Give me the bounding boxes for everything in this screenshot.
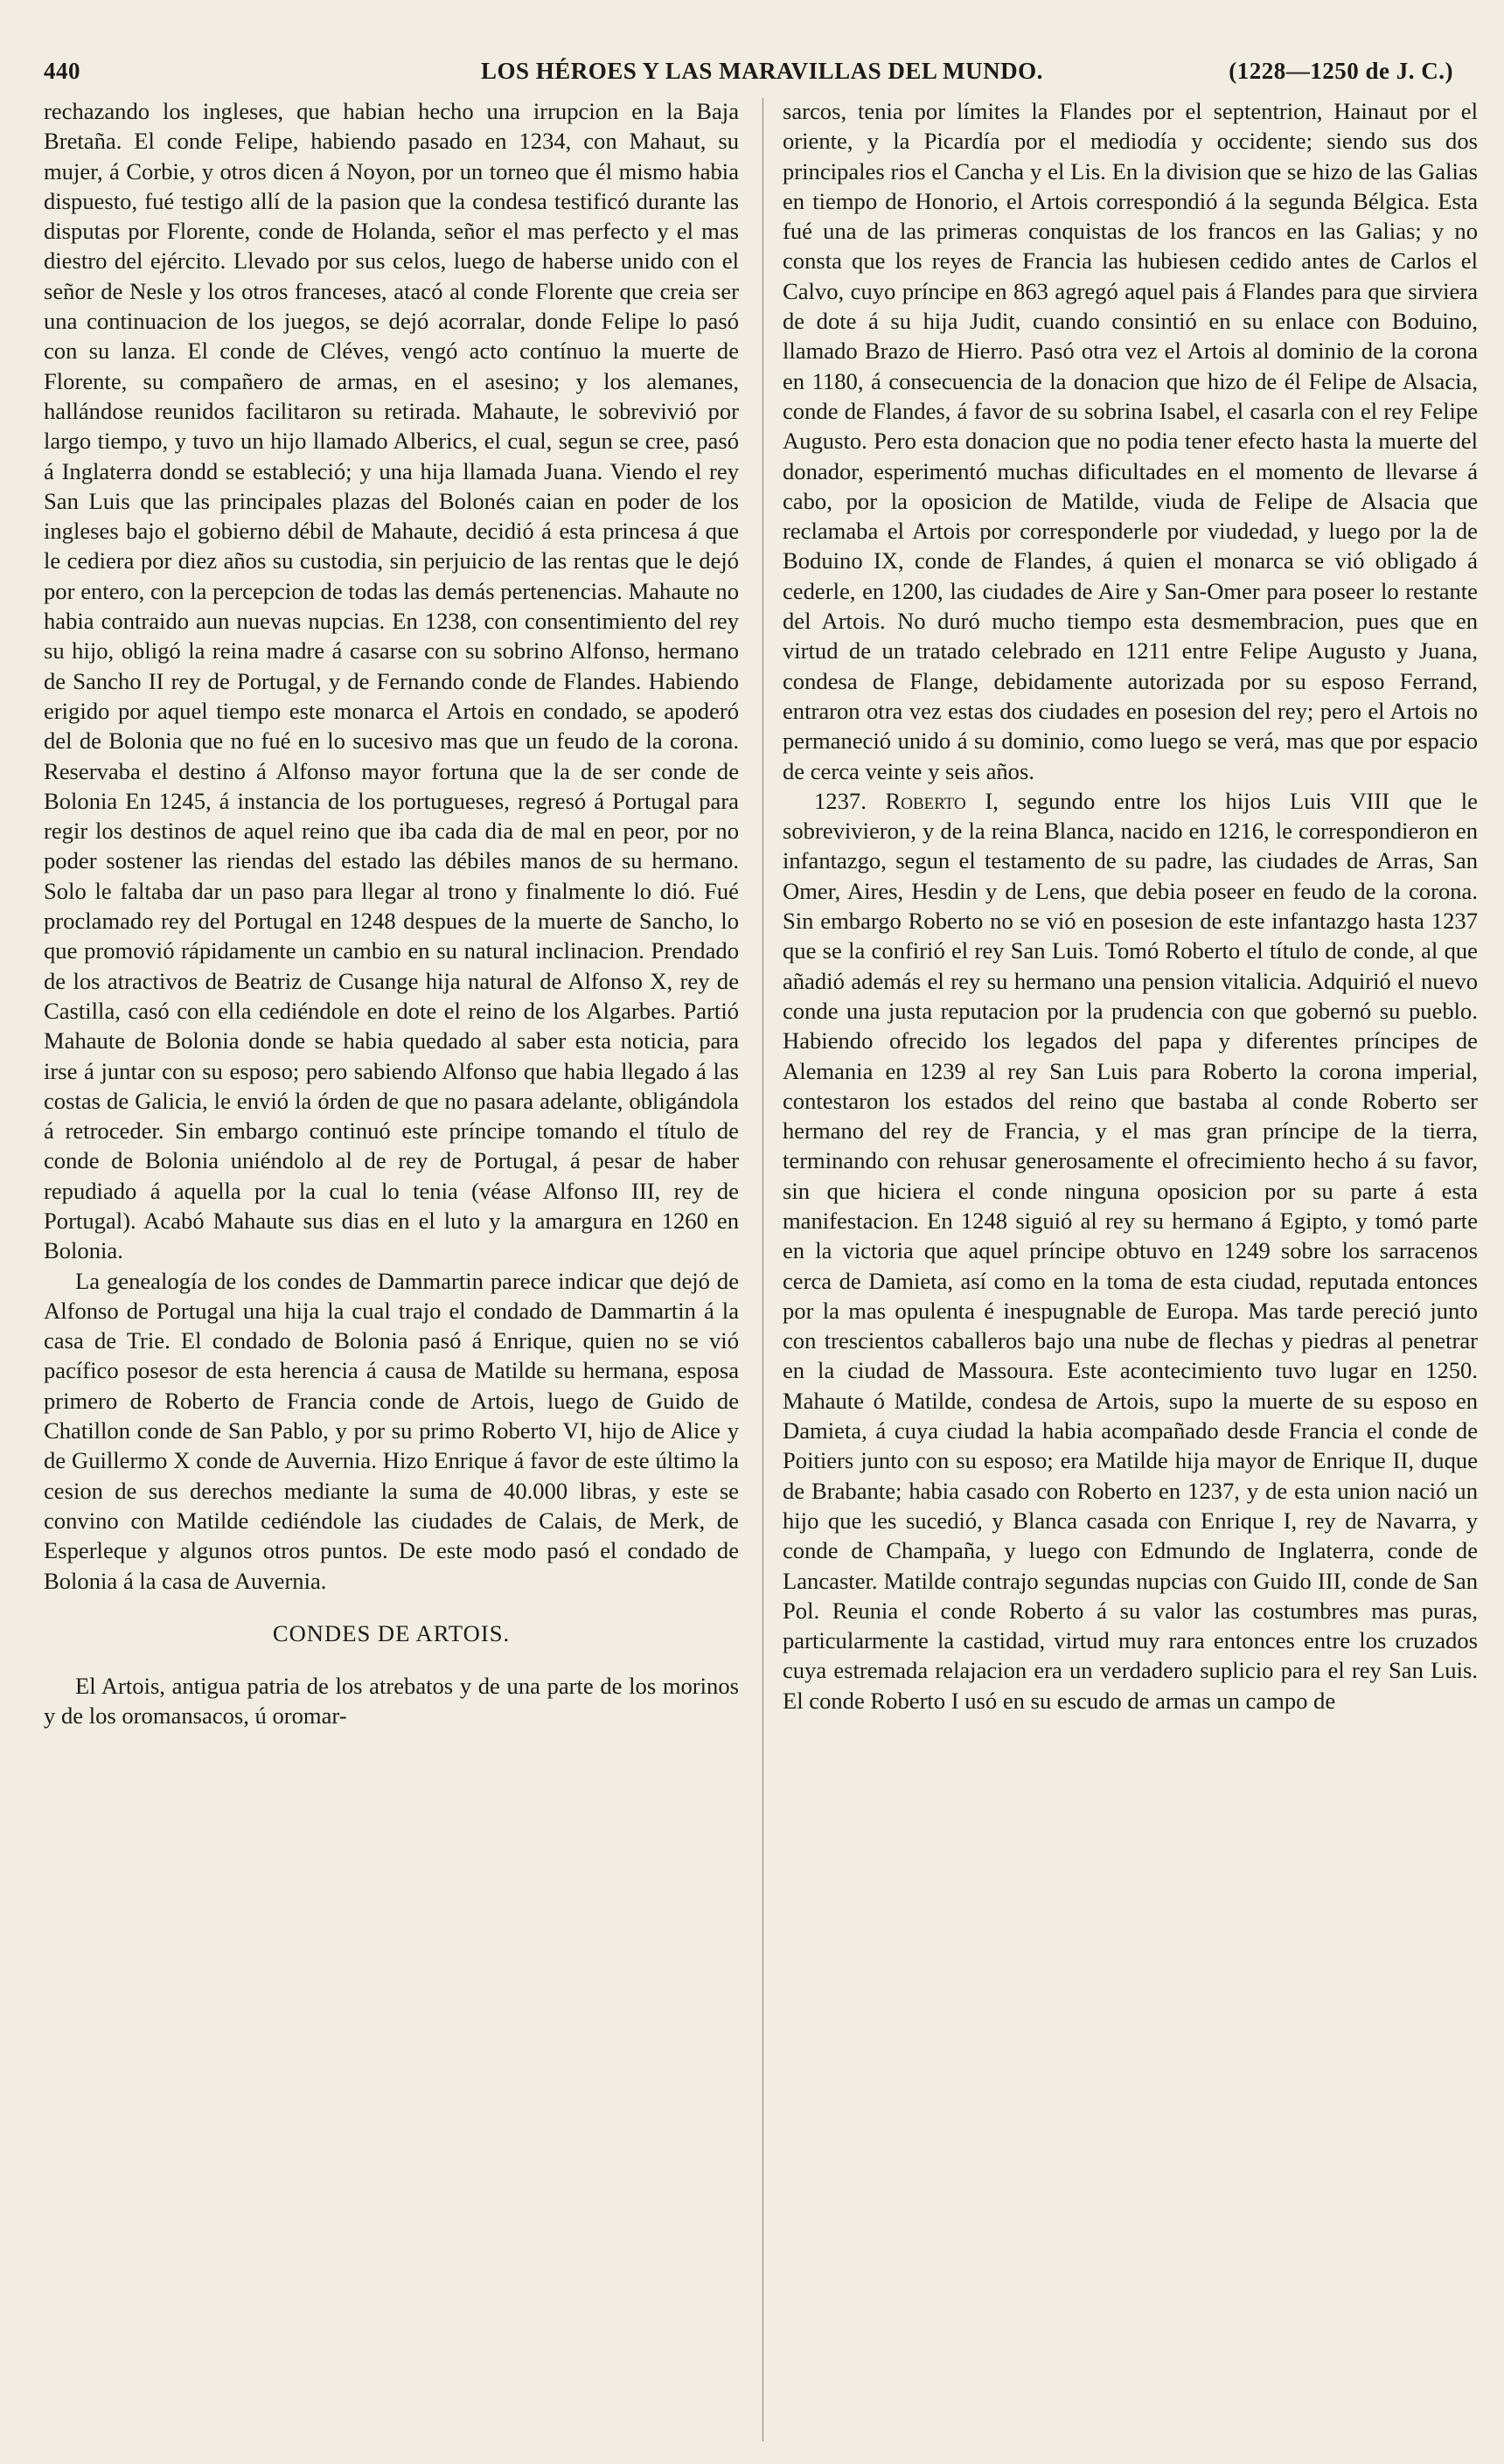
entry-text: , segundo entre los hijos Luis VIII que le sobrevivieron, y de la reina Blanca, nacido en 1216, le correspondieron en infantazgo, segun el testamento de su padre, las ciudades de Arras, San Omer, Aires, Hesdin y de Lens, que debia poseer en feudo de la corona. Sin embargo Roberto no se vió en posesion de este infantazgo hasta 1237 que se la confirió el rey San Luis. Tomó Roberto el título de conde, al que añadió además el rey su hermano una pension vitalicia. Adquirió el nuevo conde una justa reputacion por la prudencia con que gobernó su pueblo. Habiendo ofrecido los legados del papa y diferentes príncipes de Alemania en 1239 al rey San Luis para Roberto la corona imperial, contestaron los estados del reino que bastaba al conde Roberto ser hermano del rey de Francia, y el mas gran príncipe de la tierra, terminando con rehusar generosamente el ofrecimiento hecho á su favor, sin que hiciera el conde ninguna oposicion por su parte á esta manifestacion. En 1248 siguió al rey su hermano á Egipto, y tomó parte en la victoria que aquel príncipe obtuvo en 1249 sobre los sarracenos cerca de Damieta, así como en la toma de esta ciudad, reputada entonces por la mas opulenta é inespugnable de Europa. Mas tarde pereció junto con trescientos caballeros bajo una nube de flechas y piedras al penetrar en la ciudad de Massoura. Este acontecimiento tuvo lugar en 1250. Mahaute ó Matilde, condesa de Artois, supo la muerte de su esposo en Damieta, á cuya ciudad la habia acompañado desde Francia el conde de Poitiers junto con su esposo; era Matilde hija mayor de Enrique II, duque de Brabante; habia casado con Roberto en 1237, y de esta union nació un hijo que les sucedió, y Blanca casada con Enrique I, rey de Navarra, y conde de Champaña, y luego con Edmundo de Inglaterra, conde de Lancaster. Matilde contrajo segundas nupcias con Guido III, conde de San Pol. Reunia el conde Roberto á su valor las costumbres mas puras, particularmente la castidad, virtud muy rara entonces entre los cruzados cuya estremada relajacion era un verdadero suplicio para el rey San Luis. El conde Roberto I usó en su escudo de armas un campo de (783, 787, 1478, 1714)
running-header (44, 51, 1453, 94)
page-number: 440 (44, 58, 80, 84)
section-title-artois: CONDES DE ARTOIS. (272, 1619, 511, 1646)
paragraph-roberto-i (783, 786, 1478, 1716)
entry-year: 1237. (814, 787, 867, 814)
running-title: LOS HÉROES Y LAS MARAVILLAS DEL MUNDO. (481, 58, 1043, 84)
date-range: (1228—1250 de J. C.) (1229, 58, 1453, 84)
left-column (44, 96, 739, 2440)
right-column (783, 96, 1478, 2440)
paragraph-artois-intro: El Artois, antigua patria de los atrebatos y de una parte de los morinos y de los oromansacos, ú oromar- (44, 1673, 739, 1730)
paragraph-artois-history: sarcos, tenia por límites la Flandes por el septentrion, Hainaut por el oriente, y la Picardía por el mediodía y occidente; siendo sus dos principales rios el Cancha y el Lis. En la division que se hizo de las Galias en tiempo de Honorio, el Artois correspondió á la segunda Bélgica. Esta fué una de las primeras conquistas de los francos en las Galias; y no consta que los reyes de Francia las hubiesen cedido antes de Carlos el Calvo, cuyo príncipe en 863 agregó aquel pais á Flandes para que sirviera de dote á su hija Judit, cuando consintió en su enlace con Boduino, llamado Brazo de Hierro. Pasó otra vez el Artois al dominio de la corona en 1180, á consecuencia de la donacion que hizo de él Felipe de Alsacia, conde de Flandes, á favor de su sobrina Isabel, el casarla con el rey Felipe Augusto. Pero esta donacion que no podia tener efecto hasta la muerte del donador, esperimentó muchas dificultades en el momento de llevarse á cabo, por la oposicion de Matilde, viuda de Felipe de Alsacia que reclamaba el Artois por corresponderle por viudedad, y luego por la de Boduino IX, conde de Flandes, á quien el monarca se vió obligado á cederle, en 1200, las ciudades de Aire y San-Omer para poseer lo restante del Artois. No duró mucho tiempo esta desmembracion, pues que en virtud de un tratado celebrado en 1211 entre Felipe Augusto y Juana, condesa de Flange, debidamente autorizada por su esposo Ferrand, entraron otra vez estas dos ciudades en posesion del rey; pero el Artois no permaneció unido á su dominio, como luego se verá, mas que por espacio de cerca veinte y seis años. (783, 98, 1478, 784)
paragraph-dammartin: La genealogía de los condes de Dammartin parece indicar que dejó de Alfonso de Portugal una hija la cual trajo el condado de Dammartin á la casa de Trie. El condado de Bolonia pasó á Enrique, quien no se vió pacífico posesor de esta herencia á causa de Matilde su hermana, esposa primero de Roberto de Francia conde de Artois, luego de Guido de Chatillon conde de San Pablo, y por su primo Roberto VI, hijo de Alice y de Guillermo X conde de Auvernia. Hizo Enrique á favor de este último la cesion de sus derechos mediante la suma de 40.000 libras, y este se convino con Matilde cediéndole las ciudades de Calais, de Merk, de Esperleque y algunos otros puntos. De este modo pasó el condado de Bolonia á la casa de Auvernia. (44, 1267, 739, 1594)
paragraph-boulogne: rechazando los ingleses, que habian hecho una irrupcion en la Baja Bretaña. El conde Felipe, habiendo pasado en 1234, con Mahaut, su mujer, á Corbie, y otros dicen á Noyon, por un torneo que él mismo habia dispuesto, fué testigo allí de la pasion que la condesa testificó durante las disputas por Florente, conde de Holanda, señor el mas perfecto y el mas diestro del ejército. Llevado por sus celos, luego de haberse unido con el señor de Nesle y los otros franceses, atacó al conde Florente que creia ser una continuacion de los juegos, se dejó acorralar, donde Felipe lo pasó con su lanza. El conde de Cléves, vengó acto contínuo la muerte de Florente, su compañero de armas, en el asesino; y los alemanes, hallándose reunidos facilitaron su retirada. Mahaute, le sobrevivió por largo tiempo, y tuvo un hijo llamado Alberics, el cual, segun se cree, pasó á Inglaterra dondd se estableció; y una hija llamada Juana. Viendo el rey San Luis que las principales plazas del Bolonés caian en poder de los ingleses bajo el gobierno débil de Mahaute, decidió á esta princesa á que le cediera por diez años su custodia, sin perjuicio de las rentas que le dejó por entero, con la percepcion de todas las demás pertenencias. Mahaute no habia contraido aun nuevas nupcias. En 1238, con consentimiento del rey su hijo, obligó la reina madre á casarse con su sobrino Alfonso, hermano de Sancho II rey de Portugal, y de Fernando conde de Flandes. Habiendo erigido por aquel tiempo este monarca el Artois en condado, se apoderó del de Bolonia que no fué en lo sucesivo mas que un feudo de la corona. Reservaba el destino á Alfonso mayor fortuna que la de ser conde de Bolonia En 1245, á instancia de los portugueses, regresó á Portugal para regir los destinos de aquel reino que iba cada dia de mal en peor, por no poder sostener las riendas del estado las débiles manos de su hermano. Solo le faltaba dar un paso para llegar al trono y finalmente lo dió. Fué proclamado rey del Portugal en 1248 despues de la muerte de Sancho, lo que promovió rápidamente un cambio en su natural inclinacion. Prendado de los atractivos de Beatriz de Cusange hija natural de Alfonso X, rey de Castilla, casó con ella cediéndole en dote el reino de los Algarbes. Partió Mahaute de Bolonia donde se habia quedado al saber esta noticia, para irse á juntar con su esposo; pero sabiendo Alfonso que habia llegado á las costas de Galicia, le envió la órden de que no pasara adelante, obligándola á retroceder. Sin embargo continuó este príncipe tomando el título de conde de Bolonia uniéndolo al de rey de Portugal, á pesar de haber repudiado á aquella por la cual lo tenia (véase Alfonso III, rey de Portugal). Acabó Mahaute sus dias en el luto y la amargura en 1260 en Bolonia. (44, 98, 739, 1264)
entry-name: Roberto I (885, 787, 993, 814)
column-divider (762, 98, 763, 2441)
